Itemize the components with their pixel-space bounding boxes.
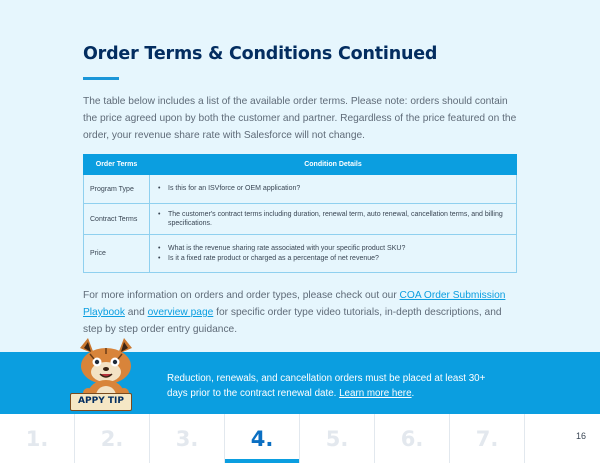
detail-bullet: • What is the revenue sharing rate associated with your specific product SKU? bbox=[158, 244, 508, 254]
nav-step-3[interactable]: 3. bbox=[150, 414, 225, 463]
intro-paragraph: The table below includes a list of the available order terms. Please note: orders should contain the price agreed upon by both the customer and partner. Regardless of the price featured on the order, your revenue share rate with Salesforce will not change. bbox=[83, 96, 517, 141]
more-info-text: For more information on orders and order types, please check out our bbox=[83, 290, 400, 301]
nav-step-5[interactable]: 5. bbox=[300, 414, 375, 463]
header-order-terms: Order Terms bbox=[84, 155, 150, 175]
details-cell bbox=[150, 204, 517, 235]
detail-bullet: • The customer's contract terms including duration, renewal term, auto renewal, cancellation terms, and billing specifications. bbox=[158, 210, 508, 229]
details-cell bbox=[150, 235, 517, 273]
overview-page-link[interactable]: overview page bbox=[147, 307, 214, 318]
table-row bbox=[84, 235, 517, 273]
page-title: Order Terms & Conditions Continued bbox=[83, 44, 438, 64]
nav-step-4[interactable]: 4. bbox=[225, 414, 300, 463]
learn-more-link[interactable]: Learn more here bbox=[339, 387, 412, 399]
nav-step-7[interactable]: 7. bbox=[450, 414, 525, 463]
table-row bbox=[84, 204, 517, 235]
appy-tip-sign: APPY TIP bbox=[70, 393, 132, 411]
term-cell: Program Type bbox=[84, 175, 150, 204]
nav-step-2[interactable]: 2. bbox=[75, 414, 150, 463]
page-number: 16 bbox=[575, 430, 586, 441]
more-info-paragraph bbox=[83, 287, 523, 338]
table-row bbox=[84, 175, 517, 204]
tip-text bbox=[167, 372, 507, 401]
detail-bullet: • Is it a fixed rate product or charged as a percentage of net revenue? bbox=[158, 254, 508, 264]
nav-step-6[interactable]: 6. bbox=[375, 414, 450, 463]
tip-message: Reduction, renewals, and cancellation orders must be placed at least 30+ days prior to the contract renewal date. bbox=[167, 373, 486, 399]
table-header-row bbox=[84, 155, 517, 175]
coa-playbook-link[interactable]: COA Order Submission Playbook bbox=[83, 290, 506, 318]
order-terms-table bbox=[83, 154, 517, 273]
step-navigation bbox=[0, 414, 600, 463]
title-underline bbox=[83, 77, 119, 80]
more-info-text: and bbox=[124, 307, 148, 318]
term-cell: Price bbox=[84, 235, 150, 273]
detail-bullet: • Is this for an ISVforce or OEM application? bbox=[158, 184, 508, 194]
nav-step-1[interactable]: 1. bbox=[0, 414, 75, 463]
header-condition-details: Condition Details bbox=[150, 155, 517, 175]
more-info-text: for specific order type video tutorials, in-depth descriptions, and step by step order entry guidance. bbox=[83, 307, 502, 335]
details-cell bbox=[150, 175, 517, 204]
term-cell: Contract Terms bbox=[84, 204, 150, 235]
tip-end: . bbox=[411, 387, 415, 399]
